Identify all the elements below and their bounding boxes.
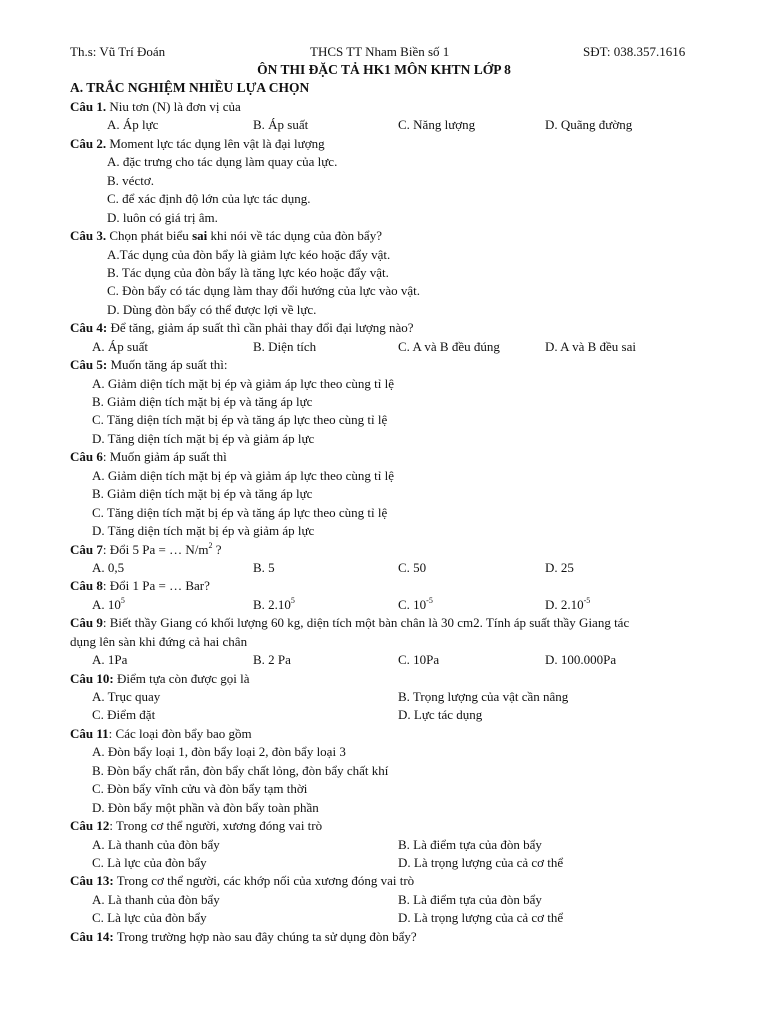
- question-text-end: khi nói về tác dụng của đòn bẩy?: [207, 228, 382, 244]
- question-12: [0, 817, 768, 835]
- question-8: [0, 577, 768, 595]
- question-label: Câu 14:: [70, 928, 114, 944]
- question-label: Câu 7: [70, 541, 103, 557]
- option-a: A. 1Pa: [92, 652, 128, 668]
- question-text: Trong trường hợp nào sau đây chúng ta sử dụng đòn bẩy?: [113, 928, 417, 944]
- option-c: C. 10Pa: [398, 652, 440, 668]
- document-title: ÔN THI ĐẶC TẢ HK1 MÔN KHTN LỚP 8: [257, 62, 511, 77]
- question-1: [0, 98, 768, 116]
- option-b: B. Là điểm tựa của đòn bẩy: [398, 891, 542, 907]
- question-label: Câu 11: [70, 725, 109, 741]
- option-c: C. 50: [398, 559, 427, 575]
- question-text: : Muốn giảm áp suất thì: [102, 449, 227, 465]
- option-c: C. Là lực của đòn bẩy: [92, 910, 207, 926]
- question-text: Chọn phát biểu: [106, 228, 193, 244]
- option-c: C. Tăng diện tích mặt bị ép và tăng áp lực theo cùng tỉ lệ: [92, 504, 388, 520]
- question-label: Câu 1.: [70, 99, 107, 114]
- option-d: D. 25: [545, 559, 574, 575]
- option-b: B. Trọng lượng của vật cần nâng: [398, 689, 569, 704]
- options-row: [0, 651, 768, 669]
- option-c: C. $10^{-5}$: [398, 595, 433, 612]
- question-2: [0, 135, 768, 153]
- option-b: B. 2 Pa: [253, 652, 291, 668]
- question-7: [0, 541, 768, 559]
- option-d: D. Dùng đòn bẩy có thể được lợi về lực.: [107, 301, 317, 317]
- header-school: THCS TT Nham Biền số 1: [310, 44, 450, 59]
- options-row: [0, 854, 768, 872]
- question-label: Câu 8: [70, 578, 103, 594]
- option-d: D. Đòn bẩy một phần và đòn bẩy toàn phần: [92, 799, 319, 815]
- question-3: [0, 227, 768, 245]
- option-c: C. Tăng diện tích mặt bị ép và tăng áp lực theo cùng tỉ lệ: [92, 412, 388, 428]
- option-b: B. Là điểm tựa của đòn bẩy: [398, 836, 542, 852]
- question-text: Điểm tựa còn được gọi là: [113, 670, 250, 686]
- question-label: Câu 3.: [70, 228, 107, 244]
- question-11: [0, 725, 768, 743]
- question-text: : Đổi 1 Pa = … Bar?: [102, 578, 210, 594]
- question-10: [0, 670, 768, 688]
- option-d: D. Là trọng lượng của cả cơ thể: [398, 910, 564, 926]
- option-b: B. Áp suất: [253, 117, 309, 133]
- options-row: [0, 596, 768, 614]
- question-text: Niu tơn (N) là đơn vị của: [106, 99, 241, 114]
- question-text: : Các loại đòn bẩy bao gồm: [108, 725, 252, 741]
- option-a: A. Là thanh của đòn bẩy: [92, 836, 220, 852]
- option-d: D. A và B đều sai: [545, 338, 636, 354]
- header-author: Th.s: Vũ Trí Đoán: [70, 44, 166, 59]
- options-row: [0, 891, 768, 909]
- option-a: A. Là thanh của đòn bẩy: [92, 891, 220, 907]
- question-label: Câu 4:: [70, 320, 108, 336]
- question-text: Muốn tăng áp suất thì:: [107, 357, 228, 373]
- options-row: [0, 559, 768, 577]
- option-d: D. Lực tác dụng: [398, 707, 483, 723]
- options-row: [0, 688, 768, 706]
- option-a: A. Đòn bẩy loại 1, đòn bẩy loại 2, đòn bẩy loại 3: [92, 744, 346, 760]
- question-text: Moment lực tác dụng lên vật là đại lượng: [106, 135, 325, 151]
- option-a: A.Tác dụng của đòn bẩy là giảm lực kéo hoặc đẩy vật.: [107, 246, 391, 262]
- question-6: [0, 448, 768, 466]
- option-b: B. Giảm diện tích mặt bị ép và tăng áp lực: [92, 394, 313, 409]
- option-b: B. Đòn bẩy chất rắn, đòn bẩy chất lỏng, đòn bẩy chất khí: [92, 762, 389, 778]
- option-c: C. Năng lượng: [398, 117, 476, 133]
- question-text: : Trong cơ thể người, xương đóng vai trò: [109, 818, 323, 834]
- question-5: [0, 356, 768, 374]
- question-label: Câu 12: [70, 818, 110, 834]
- question-text: : Đổi 5 Pa = … N/m: [102, 541, 209, 557]
- option-c: C. Điểm đặt: [92, 707, 156, 723]
- question-13: [0, 872, 768, 890]
- option-d: D. Quãng đường: [545, 117, 633, 133]
- option-a: A. 0,5: [92, 559, 125, 575]
- question-label: Câu 5:: [70, 357, 108, 373]
- option-b: B. 2.10$^5$: [253, 595, 295, 612]
- question-text-end: ?: [212, 541, 222, 557]
- option-b: B. Diện tích: [253, 338, 317, 354]
- question-emphasis: sai: [192, 228, 208, 244]
- option-d: D. Tăng diện tích mặt bị ép và giảm áp lực: [92, 430, 315, 446]
- option-a: A. $10^5$: [92, 595, 125, 612]
- option-b: B. 5: [253, 559, 275, 575]
- option-a: A. Áp suất: [92, 338, 148, 354]
- option-a: A. Trục quay: [92, 689, 161, 704]
- question-4: [0, 319, 768, 337]
- question-label: Câu 9: [70, 615, 103, 631]
- option-c: C. A và B đều đúng: [398, 338, 500, 354]
- options-row: [0, 338, 768, 356]
- question-text: : Biết thầy Giang có khối lượng 60 kg, diện tích một bàn chân là 30 cm2. Tính áp suất thầy Giang tác: [102, 615, 630, 631]
- option-b: B. Tác dụng của đòn bẩy là tăng lực kéo hoặc đẩy vật.: [107, 264, 389, 280]
- question-label: Câu 6: [70, 449, 103, 465]
- option-c: C. Đòn bẩy vĩnh cửu và đòn bẩy tạm thời: [92, 781, 308, 797]
- question-14: [0, 928, 768, 946]
- options-row: [0, 909, 768, 927]
- options-row: [0, 706, 768, 724]
- option-c: C. Là lực của đòn bẩy: [92, 854, 207, 870]
- superscript: 2: [208, 540, 213, 550]
- question-9-continued: dụng lên sàn khi đứng cả hai chân: [70, 633, 248, 649]
- option-a: A. Giảm diện tích mặt bị ép và giảm áp lực theo cùng tỉ lệ: [92, 375, 394, 391]
- option-d: D. 100.000Pa: [545, 652, 617, 668]
- option-b: B. véctơ.: [107, 172, 154, 188]
- option-a: A. Áp lực: [107, 117, 159, 133]
- question-text: Để tăng, giảm áp suất thì cần phải thay đổi đại lượng nào?: [107, 320, 414, 336]
- option-d: D. Là trọng lượng của cả cơ thể: [398, 854, 564, 870]
- option-c: C. để xác định độ lớn của lực tác dụng.: [107, 191, 311, 207]
- option-b: B. Giảm diện tích mặt bị ép và tăng áp lực: [92, 486, 313, 502]
- question-text: Trong cơ thể người, các khớp nối của xương đóng vai trò: [113, 873, 415, 889]
- question-label: Câu 10:: [70, 670, 114, 686]
- option-d: D. luôn có giá trị âm.: [107, 209, 218, 225]
- option-a: A. đặc trưng cho tác dụng làm quay của lực.: [107, 154, 338, 170]
- option-c: C. Đòn bẩy có tác dụng làm thay đổi hướng của lực vào vật.: [107, 283, 421, 299]
- option-a: A. Giảm diện tích mặt bị ép và giảm áp lực theo cùng tỉ lệ: [92, 467, 394, 483]
- header-phone: SĐT: 038.357.1616: [583, 44, 686, 59]
- option-d: D. Tăng diện tích mặt bị ép và giảm áp lực: [92, 523, 315, 539]
- options-row: [0, 836, 768, 854]
- question-label: Câu 13:: [70, 873, 114, 889]
- option-d: D. $2.10^{-5}$: [545, 595, 591, 612]
- section-heading: A. TRẮC NGHIỆM NHIỀU LỰA CHỌN: [70, 80, 310, 95]
- question-list: [0, 98, 768, 946]
- options-row: [0, 116, 768, 134]
- question-label: Câu 2.: [70, 135, 107, 151]
- question-9: [0, 614, 768, 632]
